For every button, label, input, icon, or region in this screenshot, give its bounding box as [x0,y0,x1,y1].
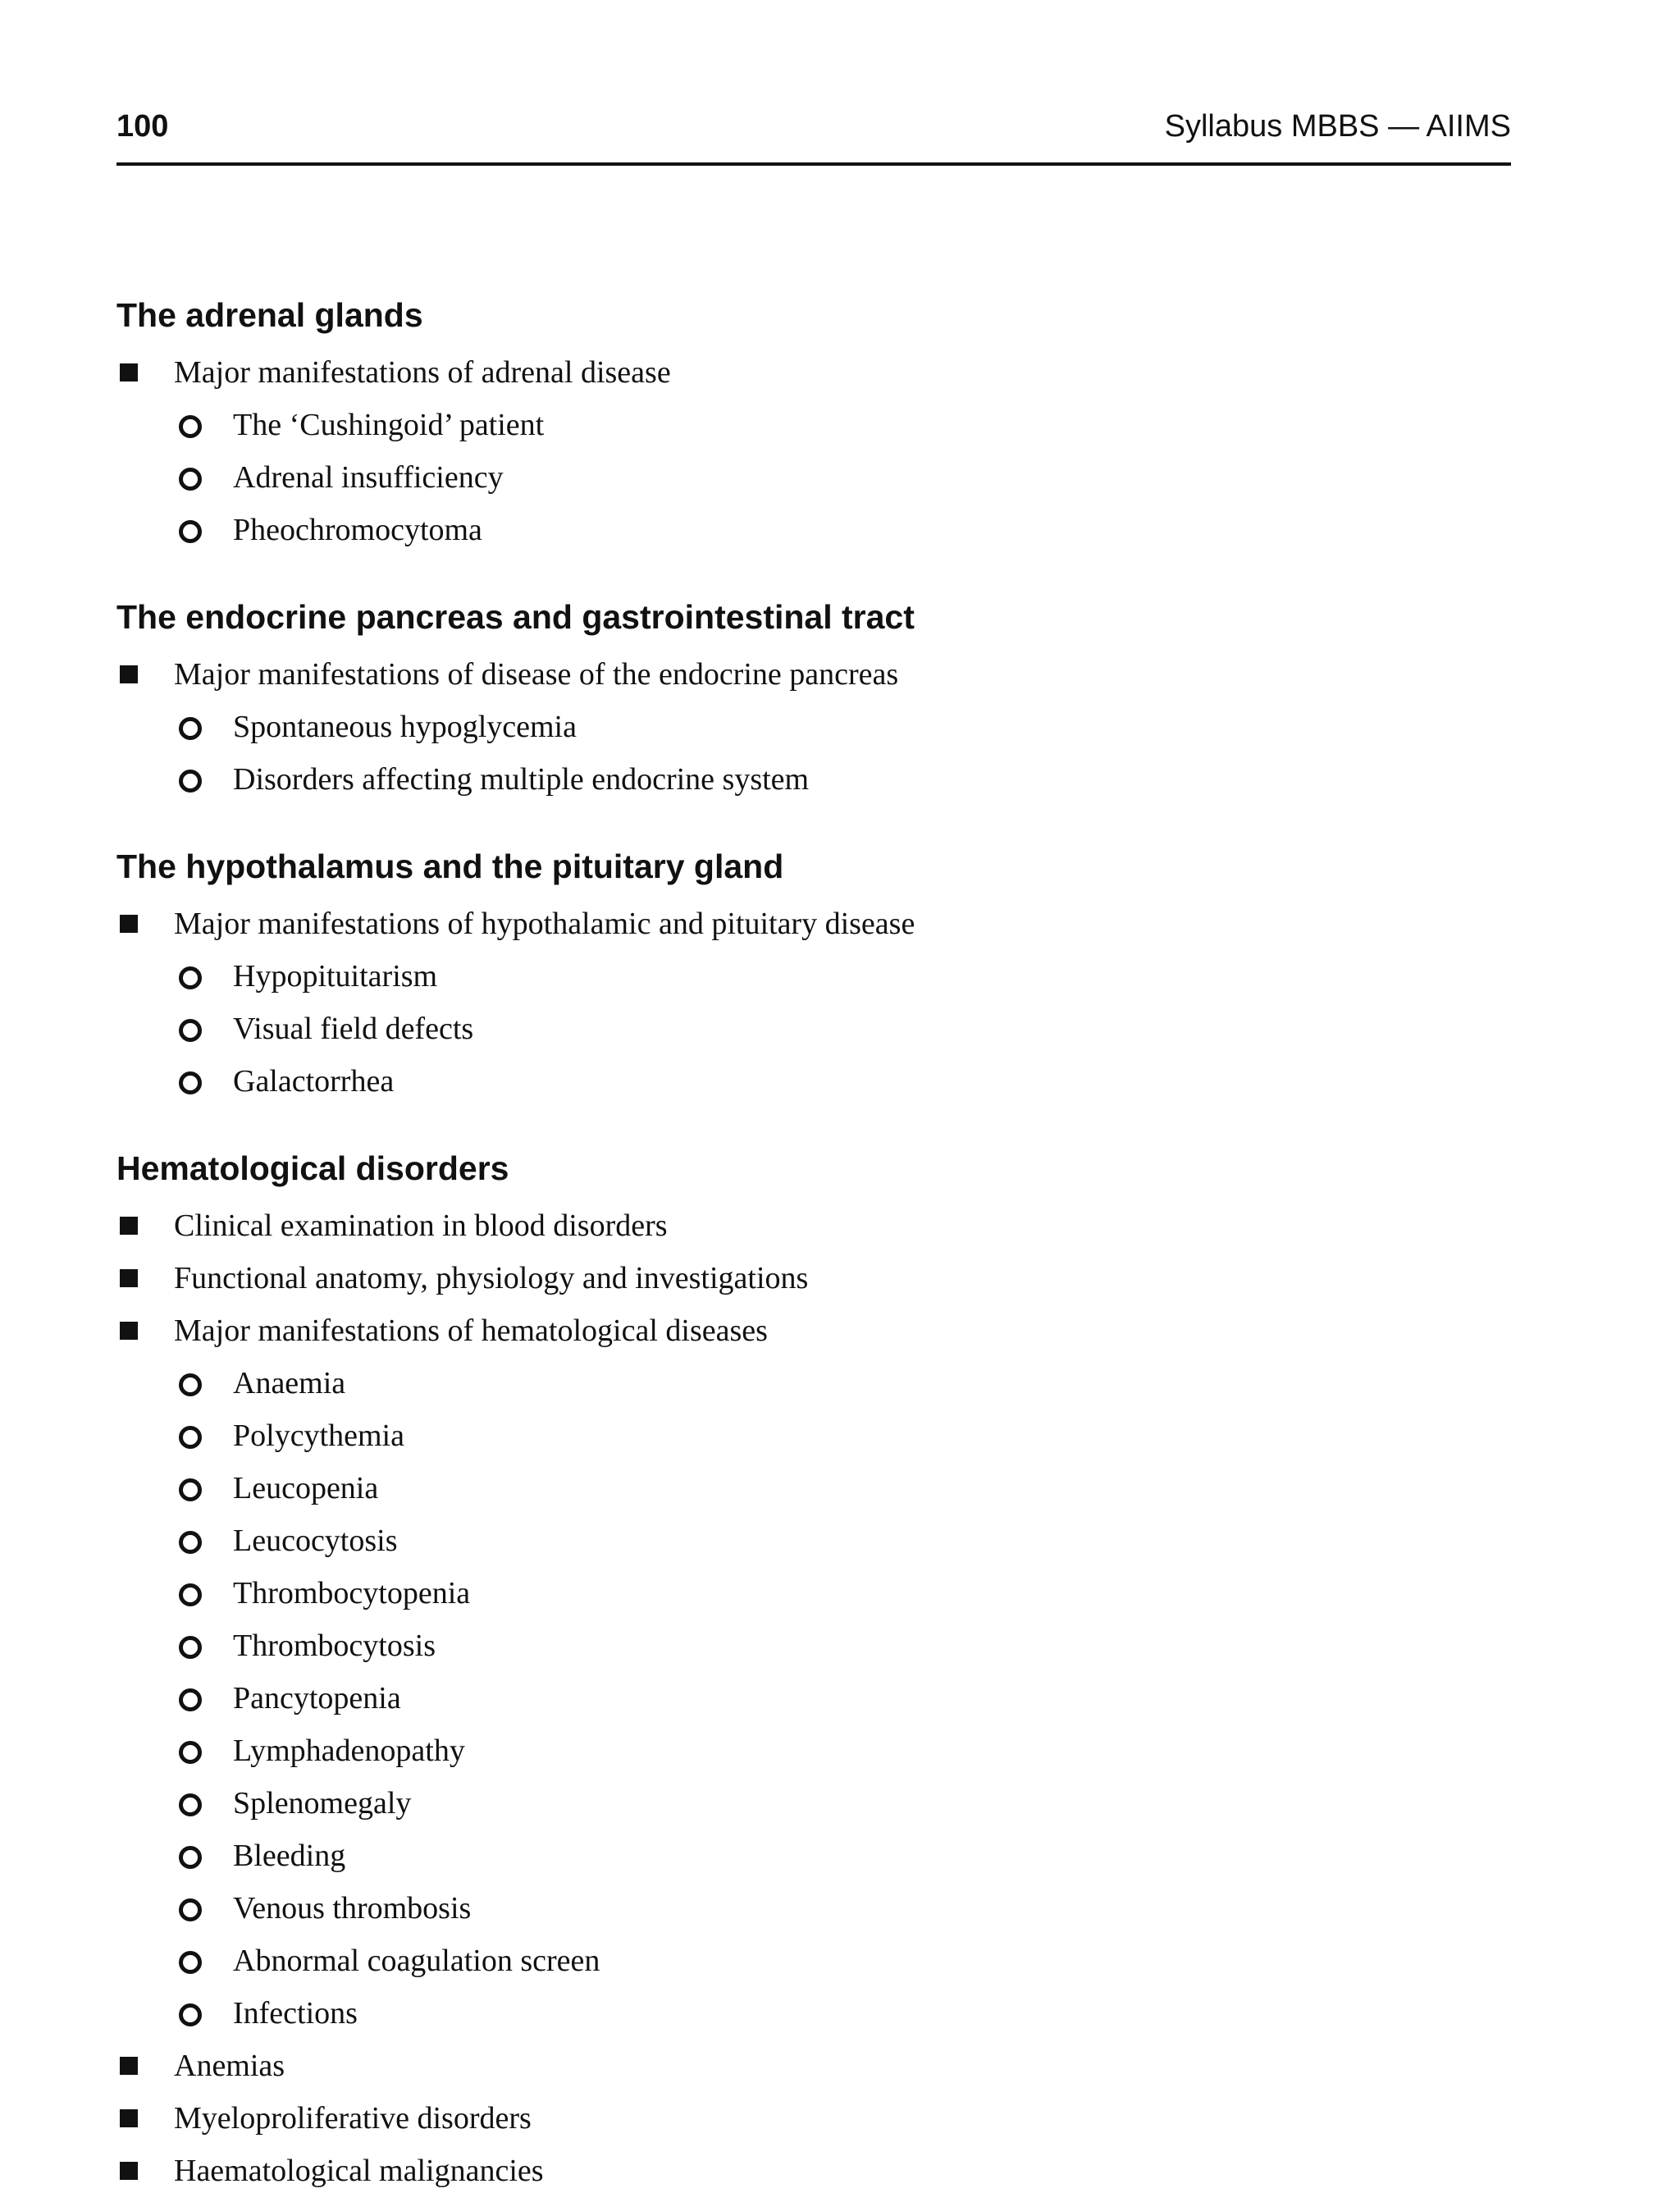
item-text: Major manifestations of adrenal disease [174,355,671,390]
circle-bullet-icon [179,1583,202,1606]
topic-item [116,2092,1511,2145]
circle-bullet-icon [179,1071,202,1094]
square-bullet-icon [120,665,138,683]
subtopic-item [116,1514,1511,1567]
circle-bullet-icon [179,1373,202,1396]
item-text: Disorders affecting multiple endocrine system [233,762,810,797]
item-text: The ‘Cushingoid’ patient [233,408,545,442]
section-heading: The adrenal glands [116,296,423,334]
subtopic-item [116,451,1511,504]
circle-bullet-icon [179,966,202,989]
circle-bullet-icon [179,1741,202,1764]
topic-list [116,898,1511,1108]
topic-list [116,648,1511,806]
circle-bullet-icon [179,1688,202,1711]
circle-bullet-icon [179,520,202,543]
section-heading: The endocrine pancreas and gastrointestinal tract [116,598,915,636]
item-text: Thrombocytosis [233,1629,436,1663]
circle-bullet-icon [179,770,202,793]
item-text: Infections [233,1996,358,2031]
square-bullet-icon [120,1217,138,1235]
topic-item [116,898,1511,950]
subtopic-item [116,1777,1511,1830]
item-text: Visual field defects [233,1012,474,1046]
topic-item [116,1199,1511,1252]
item-text: Leucocytosis [233,1524,398,1558]
running-title: Syllabus MBBS — AIIMS [1164,109,1511,144]
square-bullet-icon [120,1322,138,1340]
item-text: Lymphadenopathy [233,1734,465,1768]
topic-item [116,648,1511,701]
subtopic-item [116,1882,1511,1935]
subtopic-item [116,1830,1511,1882]
item-text: Haematological malignancies [174,2154,544,2188]
syllabus-section [116,834,1511,1108]
circle-bullet-icon [179,1478,202,1501]
circle-bullet-icon [179,415,202,438]
item-text: Polycythemia [233,1419,404,1453]
subtopic-item [116,950,1511,1003]
topic-item [116,1252,1511,1304]
topic-item [116,2145,1511,2197]
circle-bullet-icon [179,1951,202,1974]
square-bullet-icon [120,2162,138,2180]
topic-list [116,346,1511,556]
item-text: Leucopenia [233,1471,379,1505]
circle-bullet-icon [179,1846,202,1869]
item-text: Abnormal coagulation screen [233,1944,600,1978]
item-text: Galactorrhea [233,1064,395,1099]
section-heading: Hematological disorders [116,1149,509,1187]
topic-item [116,1304,1511,1357]
square-bullet-icon [120,2057,138,2075]
document-page [116,108,1511,2197]
syllabus-content [116,282,1511,2197]
item-text: Anemias [174,2049,285,2083]
item-text: Anaemia [233,1366,346,1400]
circle-bullet-icon [179,1793,202,1816]
topic-item [116,2040,1511,2092]
circle-bullet-icon [179,1531,202,1554]
item-text: Bleeding [233,1839,346,1873]
item-text: Major manifestations of disease of the endocrine pancreas [174,657,899,692]
circle-bullet-icon [179,468,202,491]
item-text: Thrombocytopenia [233,1576,471,1610]
item-text: Pheochromocytoma [233,513,482,547]
section-heading: The hypothalamus and the pituitary gland [116,847,784,885]
item-text: Venous thrombosis [233,1891,472,1926]
circle-bullet-icon [179,1019,202,1042]
subtopic-item [116,504,1511,556]
subtopic-item [116,1357,1511,1409]
circle-bullet-icon [179,1898,202,1921]
square-bullet-icon [120,1269,138,1287]
square-bullet-icon [120,2109,138,2127]
subtopic-item [116,1725,1511,1777]
item-text: Spontaneous hypoglycemia [233,710,577,744]
subtopic-item [116,1409,1511,1462]
subtopic-item [116,1935,1511,1987]
subtopic-item [116,1672,1511,1725]
item-text: Functional anatomy, physiology and investigations [174,1261,809,1295]
item-text: Adrenal insufficiency [233,460,504,495]
circle-bullet-icon [179,1426,202,1449]
circle-bullet-icon [179,2003,202,2026]
syllabus-section [116,1135,1511,2197]
subtopic-item [116,1462,1511,1514]
item-text: Clinical examination in blood disorders [174,1208,668,1243]
topic-item [116,346,1511,399]
subtopic-item [116,399,1511,451]
syllabus-section [116,282,1511,556]
subtopic-item [116,1620,1511,1672]
syllabus-section [116,584,1511,806]
subtopic-item [116,753,1511,806]
square-bullet-icon [120,363,138,381]
item-text: Major manifestations of hematological diseases [174,1313,768,1348]
item-text: Major manifestations of hypothalamic and pituitary disease [174,907,915,941]
item-text: Myeloproliferative disorders [174,2101,532,2136]
page-number: 100 [116,109,169,144]
square-bullet-icon [120,915,138,933]
subtopic-item [116,1987,1511,2040]
subtopic-item [116,1003,1511,1055]
topic-list [116,1199,1511,2197]
subtopic-item [116,1567,1511,1620]
subtopic-item [116,701,1511,753]
item-text: Pancytopenia [233,1681,401,1715]
circle-bullet-icon [179,717,202,740]
subtopic-item [116,1055,1511,1108]
page-header [116,108,1511,166]
item-text: Splenomegaly [233,1786,412,1821]
circle-bullet-icon [179,1636,202,1659]
item-text: Hypopituitarism [233,959,438,994]
